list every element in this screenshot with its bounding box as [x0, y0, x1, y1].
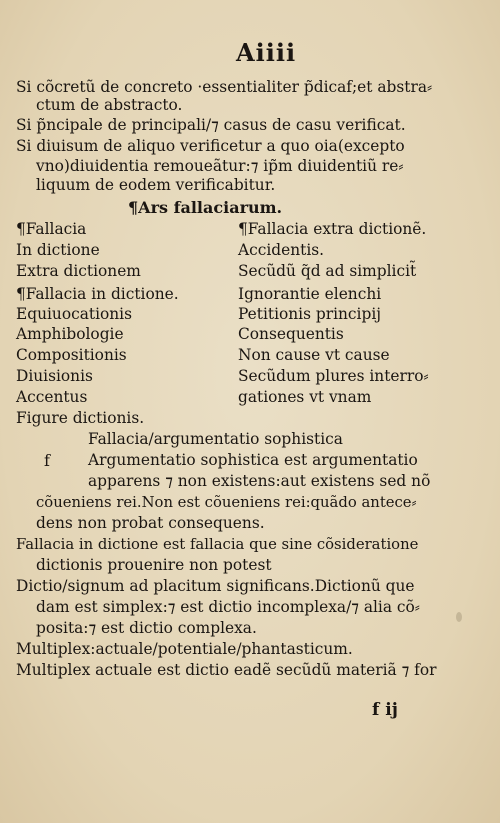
text-line: ctum de abstracto. [36, 96, 183, 114]
text-line: Dictio/signum ad placitum significans.Dictionũ que [16, 577, 415, 595]
right-column-item: gationes vt vnam [238, 388, 372, 406]
text-line: posita:⁊ est dictio complexa. [36, 619, 257, 637]
right-column-item: Petitionis principij [238, 305, 382, 323]
text-line: Fallacia in dictione est fallacia que sine cõsideratione [16, 536, 419, 553]
left-column-item: Amphibologie [16, 325, 124, 343]
text-line: Si cõcretũ de concreto ·essentialiter p̃dicaf;et abstra⸗ [16, 78, 433, 96]
section-heading: ¶Ars fallaciarum. [128, 198, 283, 217]
ink-smudge [456, 612, 462, 622]
text-line: vno)diuidentia remoueãtur:⁊ ip̃m diuidentiũ re⸗ [36, 157, 404, 175]
text-line: Argumentatio sophistica est argumentatio [88, 451, 418, 469]
text-line: dictionis prouenire non potest [36, 556, 272, 574]
text-line: liquum de eodem verificabitur. [36, 176, 276, 194]
text-line: Multiplex actuale est dictio eadẽ secũdũ materiã ⁊ for [16, 661, 437, 679]
text-line: dens non probat consequens. [36, 514, 265, 532]
right-column-item: Non cause vt cause [238, 346, 390, 364]
text-line: Fallacia/argumentatio sophistica [88, 430, 343, 448]
text-line: Si diuisum de aliquo verificetur a quo oia(excepto [16, 137, 405, 155]
text-line: cõueniens rei.Non est cõueniens rei:quãdo antece⸗ [36, 494, 417, 511]
left-column-item: Extra dictionem [16, 262, 141, 280]
left-column-item: In dictione [16, 241, 100, 259]
margin-note: f [44, 451, 50, 470]
right-column-item: Ignorantie elenchi [238, 285, 382, 303]
text-line: Multiplex:actuale/potentiale/phantasticum. [16, 640, 353, 658]
right-column-item: Consequentis [238, 325, 344, 343]
left-column-item: ¶Fallacia [16, 220, 87, 238]
text-line: apparens ⁊ non existens:aut existens sed nõ [88, 472, 431, 490]
right-column-item: Secũdum plures interro⸗ [238, 367, 429, 385]
left-column-item: Figure dictionis. [16, 409, 145, 427]
left-column-item: Equiuocationis [16, 305, 133, 323]
signature-mark: Aiiii [236, 38, 297, 67]
text-line: dam est simplex:⁊ est dictio incomplexa/⁊ alia cõ⸗ [36, 598, 420, 616]
right-column-item: ¶Fallacia extra dictionẽ. [238, 220, 427, 238]
left-column-item: ¶Fallacia in dictione. [16, 285, 179, 303]
left-column-item: Diuisionis [16, 367, 93, 385]
left-column-item: Compositionis [16, 346, 127, 364]
right-column-item: Secũdũ q̃d ad simplicit̃ [238, 262, 417, 280]
footer-signature: f ij [372, 700, 398, 720]
text-line: Si p̃ncipale de principali/⁊ casus de casu verificat. [16, 116, 406, 134]
left-column-item: Accentus [16, 388, 88, 406]
right-column-item: Accidentis. [238, 241, 325, 259]
